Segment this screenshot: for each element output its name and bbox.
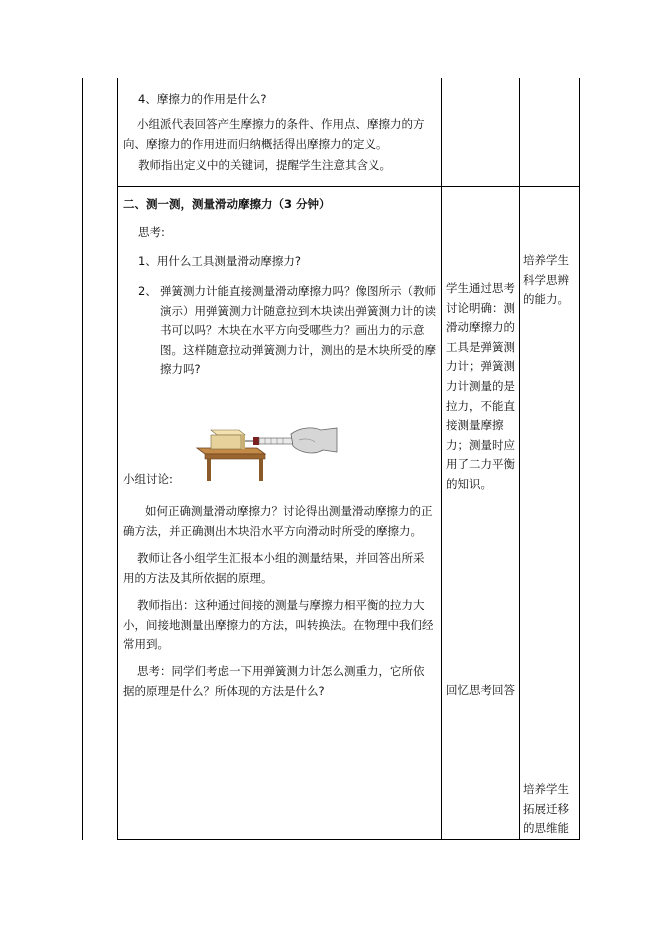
wood-block-top xyxy=(211,430,245,435)
row-divider xyxy=(117,186,580,187)
question-4: 4、摩擦力的作用是什么? xyxy=(138,92,267,106)
question-2-number: 2、 xyxy=(138,284,157,298)
report-text: 教师让各小组学生汇报本小组的测量结果，并回答出所采用的方法及其所依据的原理。 xyxy=(123,551,425,585)
table-right-border xyxy=(579,78,580,840)
wood-block-front xyxy=(211,435,241,449)
hand xyxy=(291,428,337,453)
table-bottom-border xyxy=(117,839,580,840)
teacher-note: 教师指出定义中的关键词，提醒学生注意其含义。 xyxy=(138,158,391,172)
student-recall-text: 回忆思考回答 xyxy=(446,683,515,697)
table-leg-left xyxy=(207,459,211,481)
table-left-border xyxy=(82,78,83,840)
student-discussion-text: 学生通过思考讨论明确：测滑动摩擦力的工具是弹簧测力计；弹簧测力计测量的是拉力，不能直接测量摩擦力；测量时应用了二力平衡的知识。 xyxy=(446,281,515,491)
question-1: 1、用什么工具测量滑动摩擦力? xyxy=(138,254,301,268)
question-2: 弹簧测力计能直接测量滑动摩擦力吗？像图所示（教师演示）用弹簧测力计随意拉到木块读出弹簧测力计的读书可以吗？木块在水平方向受哪些力？画出力的示意图。这样随意拉动弹簧测力计，测出的是木块所受的摩擦力吗? xyxy=(160,284,436,376)
table-col-student-left xyxy=(441,78,442,840)
group-representative-text: 小组派代表回答产生摩擦力的条件、作用点、摩擦力的方向、摩擦力的作用进而归纳概括得出摩擦力的定义。 xyxy=(123,117,425,151)
how-to-measure-text: 如何正确测量滑动摩擦力？讨论得出测量滑动摩擦力的正确方法，并正确测出木块沿水平方向滑动时所受的摩擦力。 xyxy=(123,504,433,538)
group-discussion-label: 小组讨论: xyxy=(123,472,173,486)
table-col-inner-left xyxy=(117,78,118,840)
teacher-point-text: 教师指出：这种通过间接的测量与摩擦力相平衡的拉力大小，间接地测量出摩擦力的方法，叫转换法。在物理中我们经常用到。 xyxy=(123,598,434,651)
intent-1-text: 培养学生科学思辨的能力。 xyxy=(523,253,569,307)
wood-block-side xyxy=(241,435,245,449)
spring-scale-hook-end xyxy=(253,437,259,445)
intent-2-text: 培养学生拓展迁移的思维能 xyxy=(523,782,569,836)
table-leg-right xyxy=(259,459,263,481)
table-edge xyxy=(205,454,265,459)
section-title: 二、测一测，测量滑动摩擦力（3 分钟） xyxy=(123,197,331,211)
table-col-intent-left xyxy=(519,78,520,840)
think-label: 思考: xyxy=(138,225,165,239)
spring-scale-body xyxy=(259,438,293,444)
think-2-text: 思考：同学们考虑一下用弹簧测力计怎么测重力，它所依据的原理是什么？所体现的方法是什么? xyxy=(123,664,425,698)
spring-scale-figure xyxy=(195,418,340,482)
